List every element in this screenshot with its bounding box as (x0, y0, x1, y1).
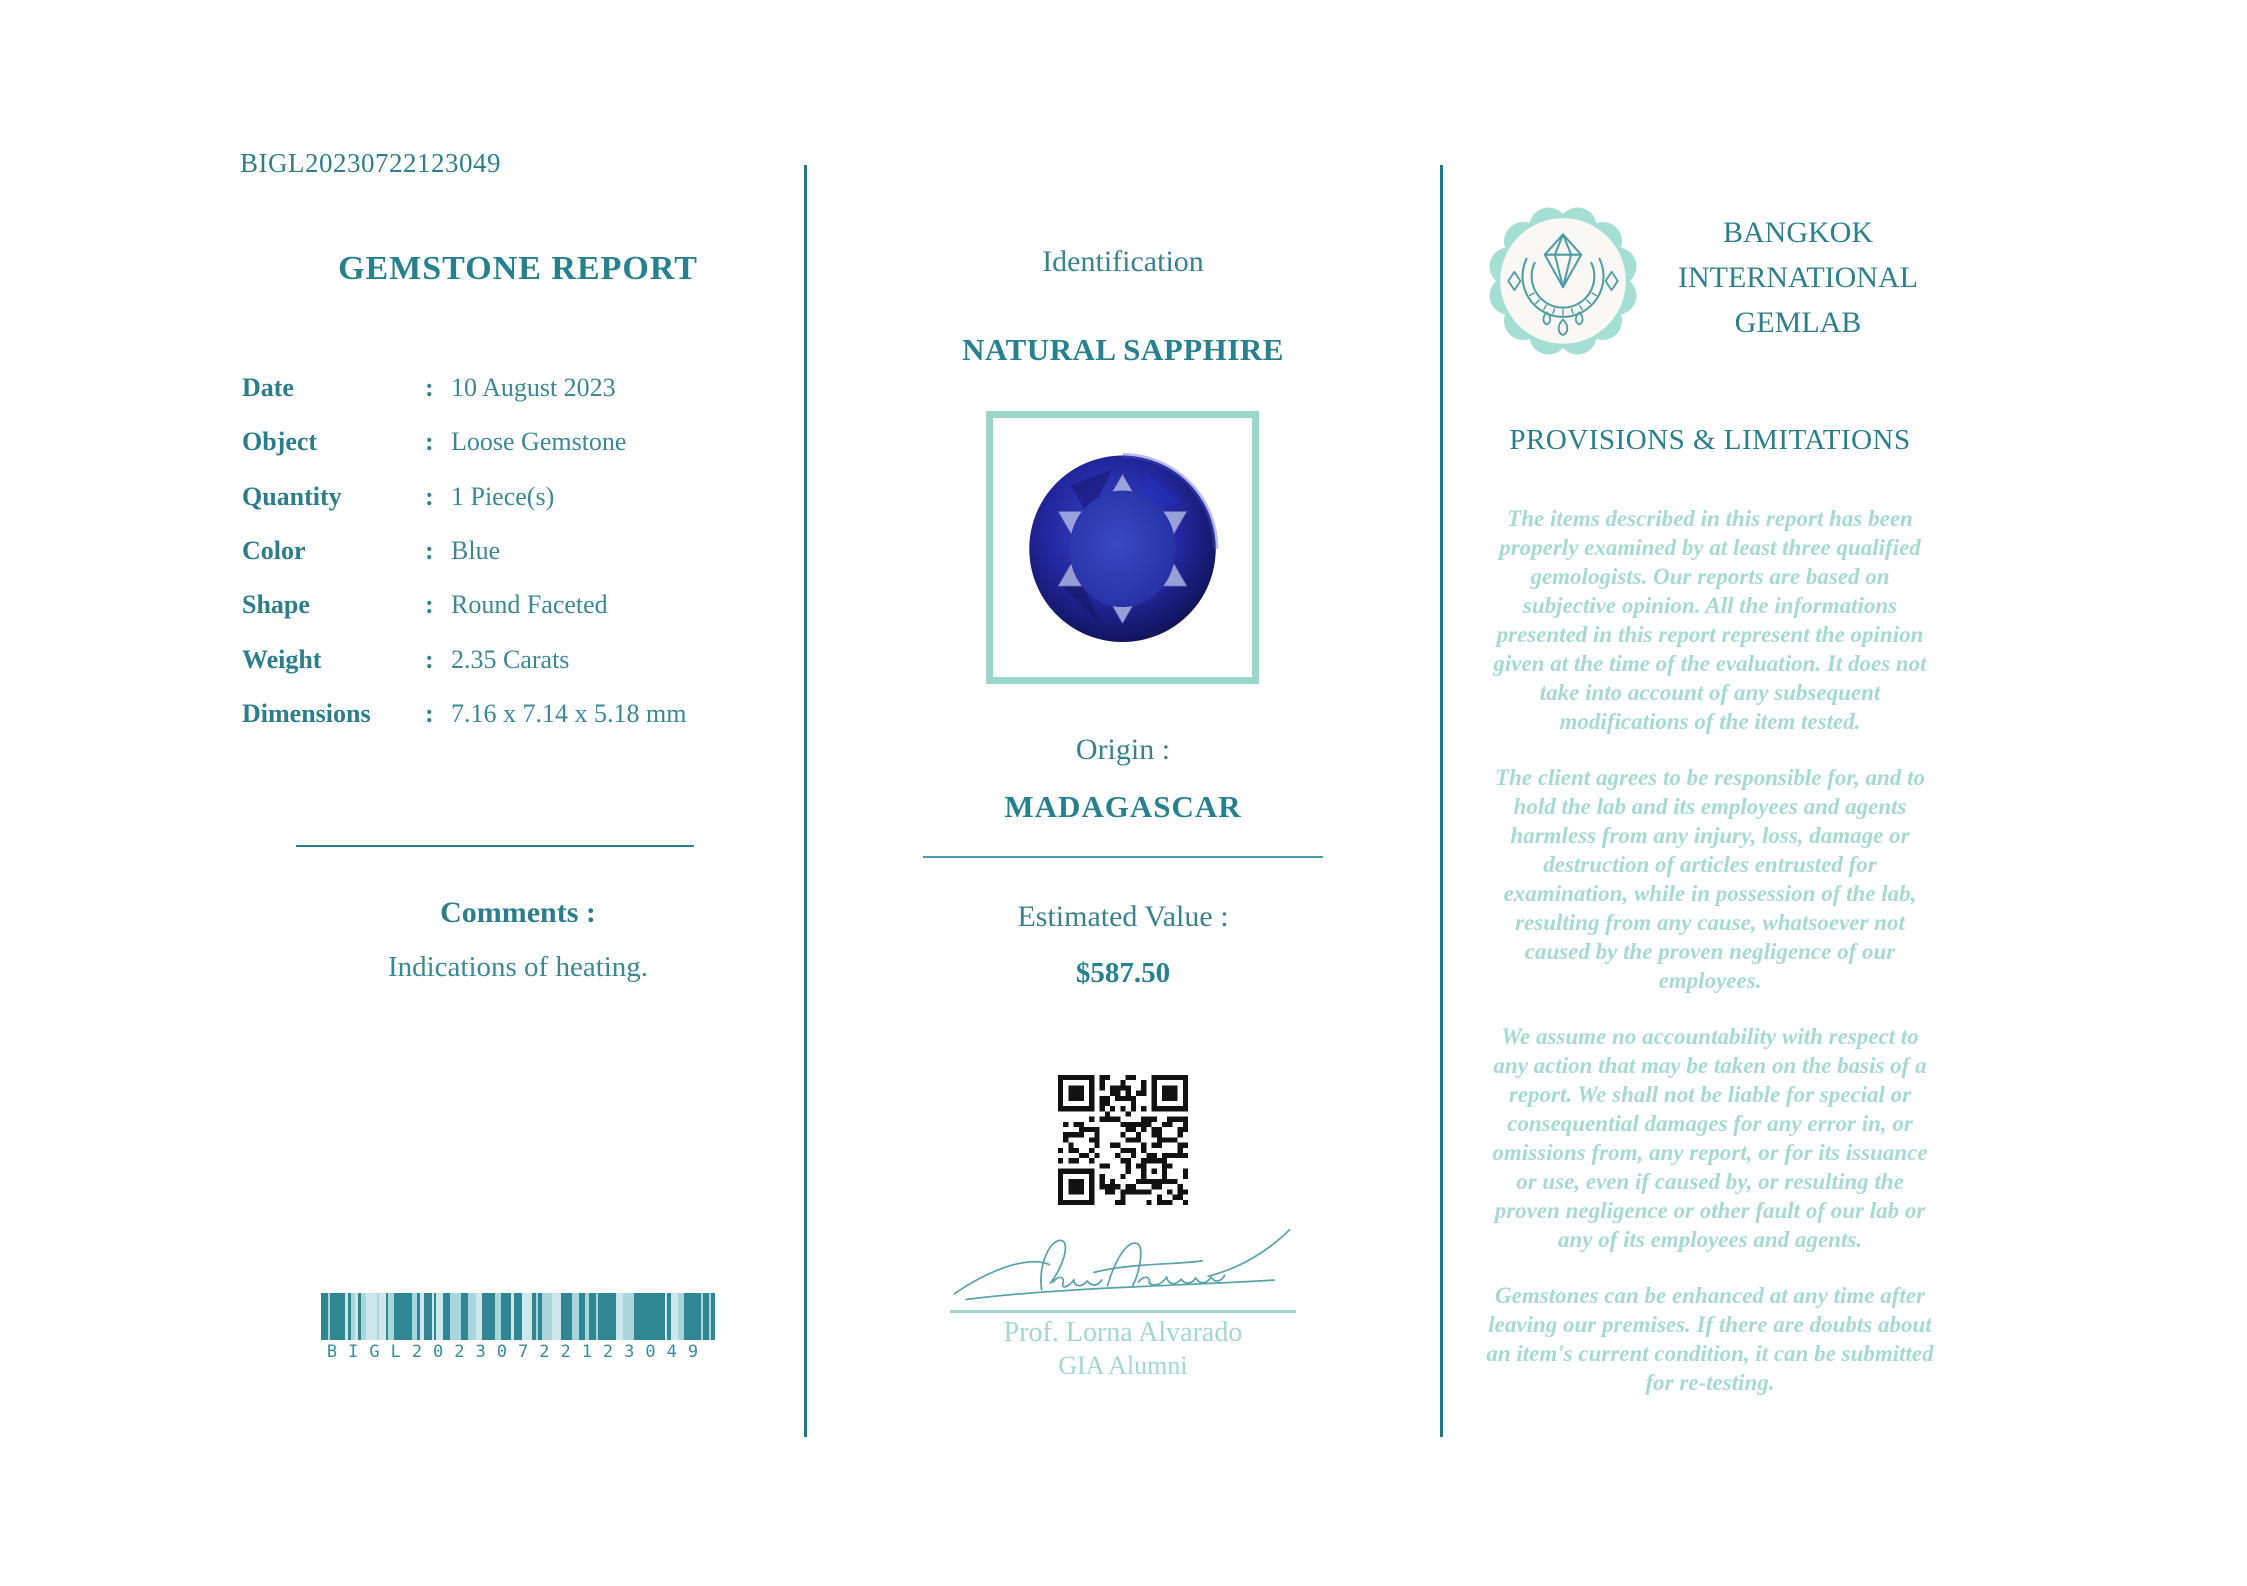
gem-photo-frame (986, 411, 1259, 684)
detail-row (242, 687, 794, 741)
signatory-title: GIA Alumni (1058, 1351, 1188, 1380)
identification-heading: Identification (1042, 245, 1204, 278)
detail-row (242, 361, 794, 415)
estimated-value-label: Estimated Value : (1017, 900, 1229, 933)
detail-row (242, 415, 794, 469)
provision-paragraph: The client agrees to be responsible for, and to hold the lab and its employees and agents harmless from any injury, loss, damage or destruction of articles entrusted for examination, while in possession of the lab, resulting from any cause, whatsoever not caused by the proven negligence of our employees. (1495, 765, 1925, 993)
detail-row (242, 470, 794, 524)
gem-badge-icon (1482, 200, 1644, 362)
signature-line (950, 1310, 1296, 1313)
detail-label: Shape (242, 590, 310, 620)
detail-value: Blue (451, 536, 501, 566)
detail-value: 2.35 Carats (451, 644, 570, 674)
detail-value: 1 Piece(s) (451, 481, 555, 511)
barcode (321, 1293, 715, 1340)
lab-name-line: INTERNATIONAL (1678, 261, 1918, 294)
report-number: BIGL20230722123049 (240, 148, 501, 178)
comments-label: Comments : (440, 896, 596, 929)
report-title: GEMSTONE REPORT (338, 250, 698, 287)
right-column (1482, 0, 1938, 1586)
detail-label: Date (242, 373, 294, 403)
column-divider (804, 165, 807, 1437)
detail-value: 10 August 2023 (451, 373, 616, 403)
provision-paragraph: Gemstones can be enhanced at any time after leaving our premises. If there are doubts about an item's current condition, it can be submitted for re-testing. (1486, 1283, 1934, 1395)
species-name: NATURAL SAPPHIRE (962, 332, 1284, 367)
comments-text: Indications of heating. (387, 951, 649, 983)
provision-paragraph: We assume no accountability with respect to any action that may be taken on the basis of a report. We shall not be liable for special or consequential damages for any error in, or omissions from, any report, or for its issuance or use, even if caused by, or resulting the proven negligence or other fault of our lab or any of its employees and agents. (1492, 1024, 1928, 1252)
barcode-block (321, 1293, 715, 1362)
provision-paragraph: The items described in this report has been properly examined by at least three qualified gemologists. Our reports are based on subjective opinion. All the informations presented in this report represent the opinion given at the time of the evaluation. It does not take into account of any subsequent modifications of the item tested. (1493, 506, 1927, 734)
barcode-text: BIGL20230722123049 (326, 1342, 710, 1362)
detail-label: Quantity (242, 481, 342, 511)
middle-column (822, 0, 1424, 1586)
gem-image (993, 418, 1252, 677)
detail-label: Dimensions (242, 698, 371, 728)
lab-name-line: BANGKOK (1723, 216, 1873, 249)
origin-divider (923, 856, 1323, 858)
signatory-name: Prof. Lorna Alvarado (1003, 1317, 1243, 1348)
detail-separator: : (425, 427, 434, 457)
lab-name-line: GEMLAB (1734, 306, 1862, 339)
detail-value: Loose Gemstone (451, 427, 627, 457)
detail-separator: : (425, 536, 434, 566)
detail-separator: : (425, 590, 434, 620)
detail-separator: : (425, 481, 434, 511)
origin-value: MADAGASCAR (1004, 789, 1242, 824)
provisions-heading: PROVISIONS & LIMITATIONS (1509, 424, 1911, 456)
lab-header (1482, 200, 1938, 362)
detail-separator: : (425, 644, 434, 674)
details-table (242, 361, 794, 741)
comments-divider (296, 845, 694, 847)
detail-row (242, 524, 794, 578)
signature (938, 1222, 1308, 1314)
detail-label: Weight (242, 644, 322, 674)
detail-row (242, 632, 794, 686)
detail-row (242, 578, 794, 632)
provisions-text (1482, 504, 1938, 1424)
column-divider (1440, 165, 1443, 1437)
qr-code (1058, 1075, 1188, 1205)
detail-separator: : (425, 698, 434, 728)
detail-separator: : (425, 373, 434, 403)
detail-value: Round Faceted (451, 590, 608, 620)
detail-label: Object (242, 427, 318, 457)
lab-name (1658, 200, 1938, 362)
left-column (242, 0, 794, 1586)
detail-label: Color (242, 536, 306, 566)
origin-label: Origin : (1075, 733, 1171, 766)
detail-value: 7.16 x 7.14 x 5.18 mm (451, 698, 687, 728)
estimated-value: $587.50 (1075, 957, 1171, 989)
